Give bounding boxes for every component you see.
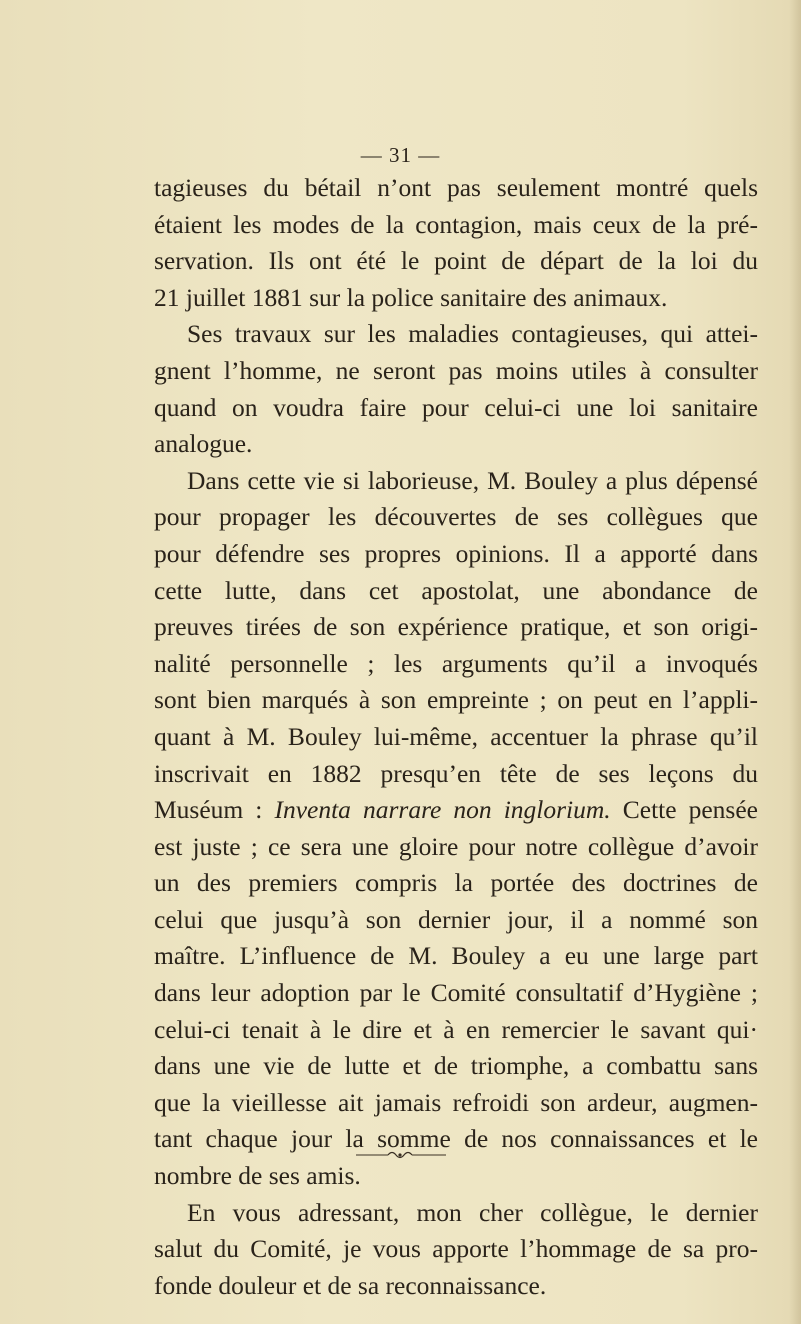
text-line-with-quote — [154, 792, 758, 829]
latin-quote: Inventa narrare non inglorium. — [274, 795, 611, 825]
text-line: analogue. — [154, 429, 253, 459]
text-line: fonde douleur et de sa reconnaissance. — [154, 1270, 547, 1300]
text-line: gnent l’homme, ne seront pas moins utiles à consulter — [154, 355, 758, 385]
text-line: celui-ci tenait à le dire et à en remercier le savant qui· — [154, 1014, 758, 1044]
text-line: Dans cette vie si laborieuse, M. Bouley a plus dépensé — [187, 465, 758, 495]
text-line: tagieuses du bétail n’ont pas seulement montré quels — [154, 173, 758, 202]
text-line: salut du Comité, je vous apporte l’hommage de sa pro- — [154, 1234, 758, 1264]
text-line: quand on voudra faire pour celui-ci une loi sanitaire — [154, 392, 758, 422]
text-line: En vous adressant, mon cher collègue, le dernier — [187, 1197, 758, 1227]
text-line: preuves tirées de son expérience pratique, et son origi- — [154, 612, 758, 642]
text-line: nalité personnelle ; les arguments qu’il a invoqués — [154, 648, 758, 678]
text-line: cette lutte, dans cet apostolat, une abondance de — [154, 575, 758, 605]
text-line: dans une vie de lutte et de triomphe, a combattu sans — [154, 1051, 758, 1081]
text-line: étaient les modes de la contagion, mais ceux de la pré- — [154, 209, 758, 239]
text-line: maître. L’influence de M. Bouley a eu une large part — [154, 941, 758, 971]
page-number: — 31 — — [360, 143, 441, 167]
text-line: quant à M. Bouley lui-même, accentuer la phrase qu’il — [154, 721, 758, 751]
text-line: inscrivait en 1882 presqu’en tête de ses leçons du — [154, 758, 758, 788]
text-line: nombre de ses amis. — [154, 1161, 361, 1191]
text-line: tant chaque jour la somme de nos connaissances et le — [154, 1124, 758, 1154]
text-line: que la vieillesse ait jamais refroidi son ardeur, augmen- — [154, 1087, 758, 1117]
text-line: servation. Ils ont été le point de départ de la loi du — [154, 246, 758, 276]
text-segment: Muséum : — [154, 795, 275, 825]
text-line: pour propager les découvertes de ses collègues que — [154, 502, 758, 532]
text-line: dans leur adoption par le Comité consultatif d’Hygiène ; — [154, 978, 758, 1008]
text-line: celui que jusqu’à son dernier jour, il a nommé son — [154, 904, 758, 934]
text-segment: Cette pensée — [622, 795, 758, 825]
text-line: sont bien marqués à son empreinte ; on peut en l’appli- — [154, 685, 758, 715]
body-text — [154, 170, 758, 1304]
text-line: Ses travaux sur les maladies contagieuses, qui attei- — [187, 319, 758, 349]
text-line: est juste ; ce sera une gloire pour notre collègue d’avoir — [154, 831, 758, 861]
end-ornament — [0, 1148, 801, 1162]
page-edge-shadow — [789, 0, 801, 1324]
flourish-icon — [356, 1148, 446, 1162]
text-line: 21 juillet 1881 sur la police sanitaire des animaux. — [154, 282, 668, 312]
text-line: pour défendre ses propres opinions. Il a apporté dans — [154, 538, 758, 568]
text-line: un des premiers compris la portée des doctrines de — [154, 868, 758, 898]
